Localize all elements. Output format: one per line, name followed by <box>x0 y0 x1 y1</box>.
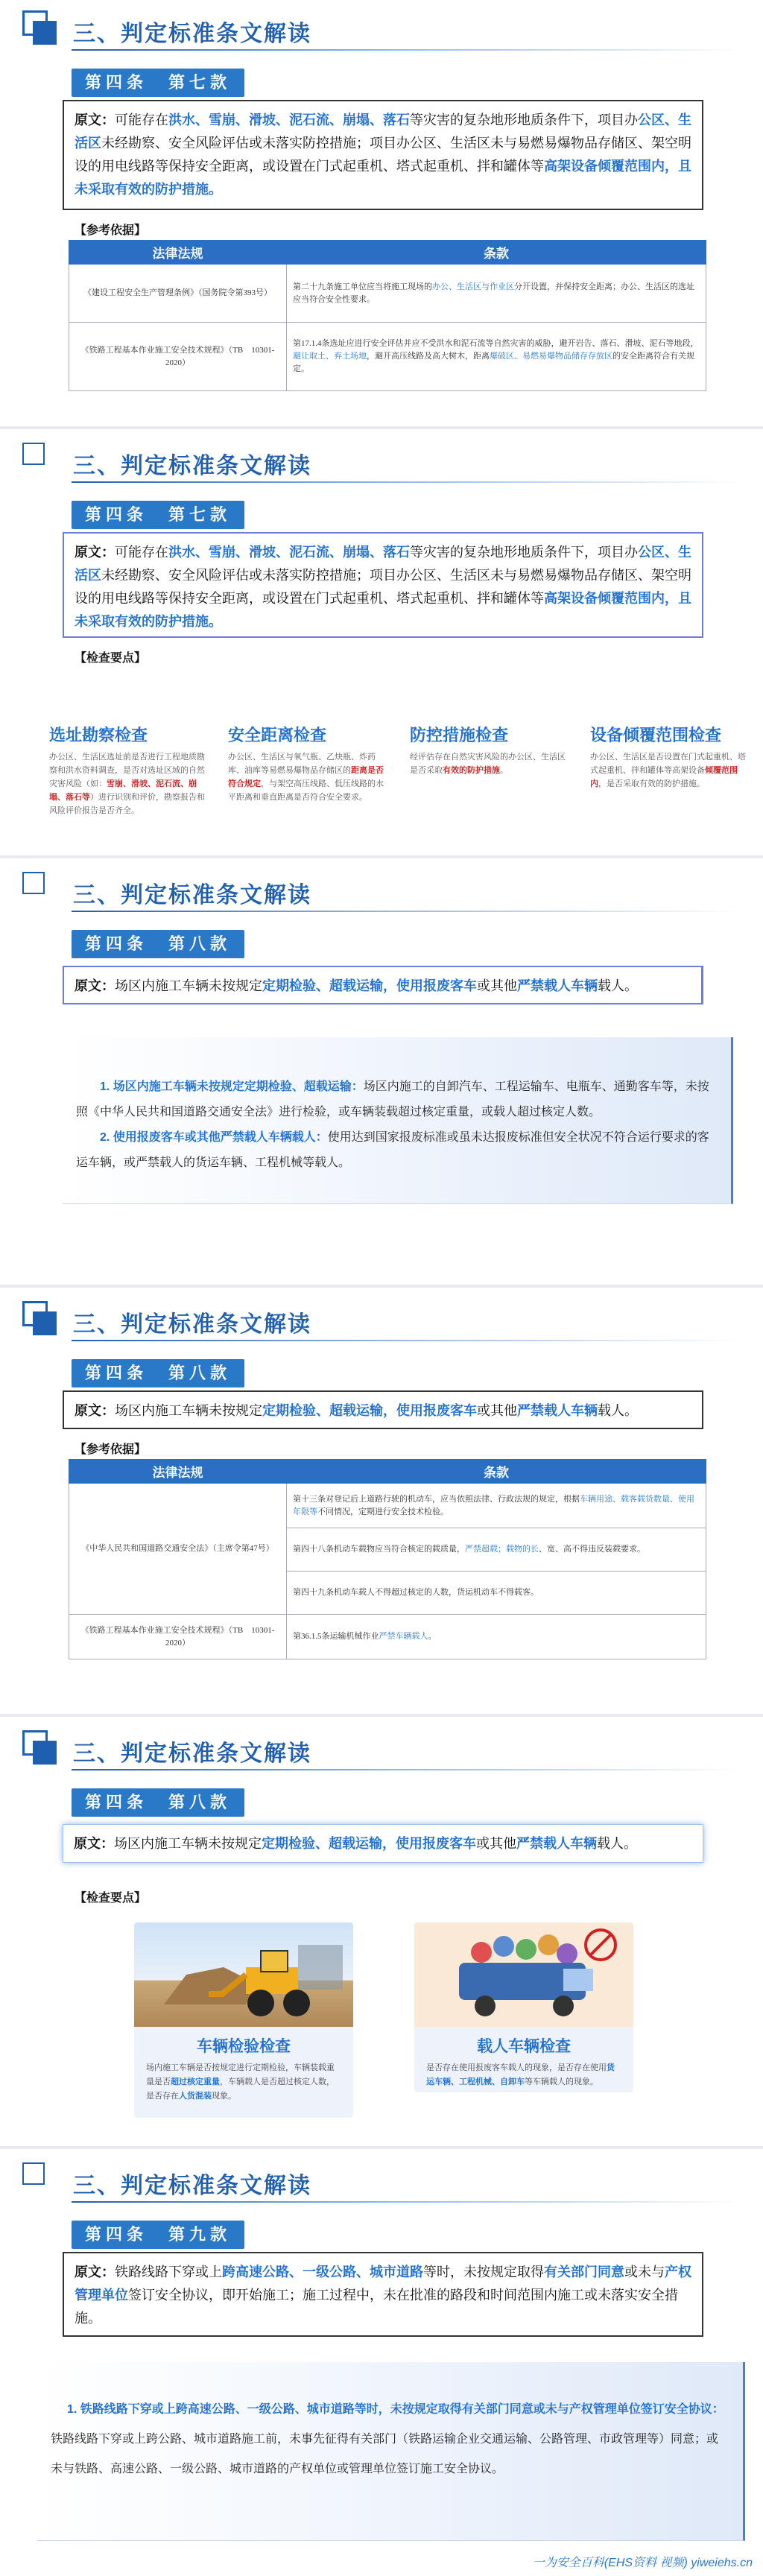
highlight: 车辆用途、载客载货数量、使用年限等 <box>293 1494 694 1516</box>
text: 或其他 <box>476 1836 516 1851</box>
clause-cell: 第四十九条机动车载人不得超过核定的人数，货运机动车不得载客。 <box>287 1572 706 1615</box>
paragraph <box>63 1075 731 1125</box>
original-label: 原文： <box>75 113 115 127</box>
reference-heading: 【参考依据】 <box>75 1443 147 1456</box>
highlight: 办公、生活区与作业区 <box>432 282 514 291</box>
title-underline <box>72 481 742 483</box>
card-title: 载人车辆检查 <box>477 2038 571 2055</box>
slide-1 <box>0 0 763 426</box>
check-column <box>228 723 384 804</box>
corner-decoration <box>22 443 57 477</box>
table-header-clause: 条款 <box>287 1460 706 1484</box>
text: 使用达到国家报废标准或虽未达报废标准但安全状况不符合运行要求的客运车辆，或严禁载人的货运车辆、工程机械等载人。 <box>76 1131 709 1169</box>
title-underline <box>72 1769 742 1770</box>
law-name: 《中华人民共和国道路交通安全法》（主席令第47号） <box>69 1484 287 1615</box>
article-tag: 第四条 第九款 <box>72 2221 244 2249</box>
paragraph <box>37 2395 743 2484</box>
text: 、宽、高不得违反装载要求。 <box>539 1545 645 1554</box>
keyword: 严禁载人车辆 <box>517 1403 598 1418</box>
slide-title: 三、判定标准条文解读 <box>73 1312 311 1337</box>
slide-6 <box>0 2152 763 2576</box>
highlight: 严禁车辆载人 <box>379 1632 428 1641</box>
corner-decoration <box>22 872 57 906</box>
column-text <box>410 750 566 777</box>
article-tag: 第四条 第七款 <box>72 501 244 529</box>
original-text-box <box>63 100 703 210</box>
keyword: 跨高速公路、一级公路、城市道路 <box>222 2265 423 2279</box>
keyword: 严禁载人车辆 <box>516 1836 597 1851</box>
slide-title: 三、判定标准条文解读 <box>73 2174 311 2198</box>
keyword: 产权管理单位 <box>75 2265 691 2303</box>
title-underline <box>72 49 742 51</box>
title-underline <box>72 1340 742 1341</box>
vehicle-inspection-card <box>134 1922 353 2118</box>
table-row <box>69 323 706 391</box>
red-text: 雪崩、滑坡、泥石流、崩塌、落石等 <box>49 779 197 802</box>
text: 铁路线路下穿或上跨公路、城市道路施工前，未事先征得有关部门（铁路运输企业交通运输、公路管理、市政管理等）同意；或未与铁路、高速公路、一级公路、城市道路的产权单位或管理单位签订施工安全协议。 <box>51 2433 719 2475</box>
clause-cell <box>287 265 706 323</box>
slide-title: 三、判定标准条文解读 <box>73 1741 311 1766</box>
text: 等车辆载人的现象。 <box>525 2077 598 2086</box>
text: 等灾害的复杂地形地质条件下，项目办 <box>410 545 638 560</box>
slide-title: 三、判定标准条文解读 <box>73 883 311 908</box>
text: 第36.1.5条运输机械作业 <box>293 1632 379 1641</box>
text: 可能存在 <box>115 113 168 127</box>
lead: 1. 场区内施工车辆未按规定定期检验、超载运输： <box>100 1080 364 1093</box>
highlight: 爆破区、易燃易爆物品储存存放区 <box>490 352 612 361</box>
corner-decoration <box>22 1730 57 1765</box>
slide-separator <box>0 426 763 429</box>
text: 场区内施工车辆未按规定 <box>115 978 262 993</box>
keyword: 超过核定重量 <box>171 2077 220 2086</box>
text: 未经勘察、安全风险评估或未落实防控措施；项目办公区、生活区未与易燃易爆物品存储区、架空明设的用电线路等保持安全距离，或设置在门式起重机、塔式起重机、拌和罐体等 <box>75 136 691 174</box>
text: 第17.1.4条选址应进行安全评估并应不受洪水和泥石流等自然灾害的威胁，避开岩告、落石、滑坡、泥石等地段， <box>293 339 699 348</box>
keyword: 严禁载人车辆 <box>517 978 598 993</box>
text: 办公区、生活区选址前是否进行工程地质勘察和洪水资料调查，是否对选址区域的自然灾害风险（如： <box>49 753 205 788</box>
text: 经评估存在自然灾害风险的办公区、生活区是否采取 <box>410 753 566 775</box>
check-points-heading: 【检查要点】 <box>75 652 147 665</box>
keyword: 定期检验、超载运输，使用报废客车 <box>262 1836 476 1851</box>
text: 载人。 <box>598 1403 638 1418</box>
corner-decoration <box>22 10 57 45</box>
slide-separator <box>0 2146 763 2149</box>
footer-watermark: 一为安全百科(EHS资料 视频) yiweiehs.cn <box>532 2557 753 2569</box>
title-underline <box>72 911 742 912</box>
clause-cell <box>287 1615 706 1659</box>
text: 。 <box>428 1632 437 1641</box>
red-text: 倾覆范围内 <box>590 766 738 788</box>
text: ，避开高压线路及高大树木，距离 <box>367 352 490 361</box>
interpretation-panel <box>63 1037 733 1204</box>
text: 第十三条对登记后上道路行驶的机动车，应当依照法律、行政法规的规定，根据 <box>293 1494 580 1504</box>
slide-5 <box>0 1720 763 2146</box>
column-text <box>228 750 384 804</box>
column-title: 选址勘察检查 <box>49 726 148 744</box>
law-name: 《铁路工程基本作业施工安全技术规程》（TB 10301-2020） <box>69 1615 287 1659</box>
clause-cell <box>287 1484 706 1528</box>
table-header-clause: 条款 <box>287 241 706 265</box>
table-row <box>69 1484 706 1528</box>
original-text-box <box>63 1824 703 1863</box>
check-column <box>590 723 747 791</box>
reference-table <box>69 240 706 391</box>
text: 场内施工车辆是否按规定进行定期检验，车辆装载重量是否 <box>146 2063 335 2086</box>
slide-3 <box>0 861 763 1285</box>
column-title: 安全距离检查 <box>228 726 327 744</box>
text: 可能存在 <box>115 545 168 560</box>
clause-cell <box>287 323 706 391</box>
text: ，是否采取有效的防护措施。 <box>598 779 705 788</box>
text: 或其他 <box>477 1403 517 1418</box>
text: 签订安全协议，即开始施工；施工过程中，未在批准的路段和时间范围内施工或未落实安全措施。 <box>75 2288 678 2326</box>
text: 现象。 <box>212 2092 236 2101</box>
slide-separator <box>0 1714 763 1717</box>
original-label: 原文： <box>75 545 115 560</box>
text: 等灾害的复杂地形地质条件下，项目办 <box>410 113 638 127</box>
slide-separator <box>0 855 763 858</box>
original-label: 原文： <box>74 1836 114 1851</box>
keyword: 定期检验、超载运输，使用报废客车 <box>262 978 477 993</box>
column-text <box>49 750 206 817</box>
paragraph <box>63 1125 731 1176</box>
keyword: 货运车辆、工程机械、自卸车 <box>426 2063 615 2086</box>
table-header-law: 法律法规 <box>69 241 287 265</box>
text: 载人。 <box>598 978 638 993</box>
red-text: 距离是否符合规定 <box>228 766 384 788</box>
original-text-box <box>63 532 703 638</box>
interpretation-panel <box>37 2362 745 2541</box>
original-text-box <box>63 1390 703 1429</box>
table-row <box>69 265 706 323</box>
article-tag: 第四条 第八款 <box>72 930 244 958</box>
keyword: 高架设备倾覆范围内，且未采取有效的防护措施。 <box>75 159 691 197</box>
original-label: 原文： <box>75 1403 115 1418</box>
overloaded-truck-icon <box>414 1922 633 2027</box>
slide-title: 三、判定标准条文解读 <box>73 454 311 478</box>
text: 场区内施工车辆未按规定 <box>114 1836 262 1851</box>
lead: 2. 使用报废客车或其他严禁载人车辆载人： <box>100 1131 328 1144</box>
check-points-heading: 【检查要点】 <box>75 1892 147 1905</box>
corner-decoration <box>22 1301 57 1335</box>
text: 第二十九条施工单位应当将施工现场的 <box>293 282 432 291</box>
keyword: 洪水、雪崩、滑坡、泥石流、崩塌、落石 <box>168 113 410 127</box>
law-name: 《建设工程安全生产管理条例》（国务院令第393号） <box>69 265 287 323</box>
article-tag: 第四条 第七款 <box>72 69 244 97</box>
column-text <box>590 750 747 791</box>
title-underline <box>72 2201 742 2203</box>
text: 第四十八条机动车载物应当符合核定的载质量， <box>293 1545 465 1554</box>
lead: 1. 铁路线路下穿或上跨高速公路、一级公路、城市道路等时，未按规定取得有关部门同意或未与产权管理单位签订安全协议： <box>67 2403 724 2416</box>
slide-4 <box>0 1291 763 1714</box>
text: 分开设置，并保持安全距离；办公、生活区的选址应当符合安全性要求。 <box>293 282 694 304</box>
table-row <box>69 1615 706 1659</box>
card-text <box>414 2061 633 2089</box>
slide-title: 三、判定标准条文解读 <box>73 22 311 46</box>
slide-separator <box>0 1285 763 1288</box>
law-name: 《铁路工程基本作业施工安全技术规程》（TB 10301-2020） <box>69 323 287 391</box>
text: ，与架空高压线路、低压线路的水平距离和垂直距离是否符合安全要求。 <box>228 779 384 802</box>
check-column <box>49 723 206 817</box>
keyword: 人货混装 <box>179 2092 212 2101</box>
keyword: 公区、生活区 <box>75 113 691 151</box>
passenger-vehicle-card <box>414 1922 633 2092</box>
card-title: 车辆检验检查 <box>197 2038 291 2055</box>
text: 或未与 <box>624 2265 665 2279</box>
column-title: 防控措施检查 <box>410 726 509 744</box>
article-tag: 第四条 第八款 <box>72 1788 244 1817</box>
text: 办公区、生活区与氧气瓶、乙炔瓶、炸药库、油库等易燃易爆物品存储区的 <box>228 753 376 775</box>
check-column <box>410 723 566 777</box>
text: ）进行识别和评价，勘察报告和风险评价报告是否齐全。 <box>49 793 205 815</box>
card-text <box>134 2061 353 2104</box>
keyword: 高架设备倾覆范围内，且未采取有效的防护措施。 <box>75 591 691 629</box>
table-header-law: 法律法规 <box>69 1460 287 1484</box>
original-text-box <box>63 2252 703 2337</box>
text: ，车辆载人是否超过核定人数，是否存在 <box>146 2077 335 2101</box>
text: 是否存在使用报废客车载人的现象，是否存在使用 <box>426 2063 607 2072</box>
clause-cell <box>287 1528 706 1572</box>
text: 铁路线路下穿或上 <box>115 2265 222 2279</box>
reference-table <box>69 1459 706 1659</box>
original-label: 原文： <box>75 978 115 993</box>
text: 或其他 <box>477 978 517 993</box>
reference-heading: 【参考依据】 <box>75 224 147 237</box>
text: 未经勘察、安全风险评估或未落实防控措施；项目办公区、生活区未与易燃易爆物品存储区、架空明设的用电线路等保持安全距离，或设置在门式起重机、塔式起重机、拌和罐体等 <box>75 568 691 606</box>
slide-2 <box>0 432 763 855</box>
loader-icon <box>134 1922 353 2027</box>
text: 等时，未按规定取得 <box>423 2265 544 2279</box>
original-text-box <box>63 966 703 1004</box>
loader-image <box>134 1922 353 2027</box>
text: 场区内施工的自卸汽车、工程运输车、电瓶车、通勤客车等，未按照《中华人民共和国道路交通安全法》进行检验，或车辆装载超过核定重量，或载人超过核定人数。 <box>76 1080 709 1118</box>
keyword: 定期检验、超载运输，使用报废客车 <box>262 1403 477 1418</box>
article-tag: 第四条 第八款 <box>72 1359 244 1387</box>
original-label: 原文： <box>75 2265 115 2279</box>
keyword: 洪水、雪崩、滑坡、泥石流、崩塌、落石 <box>168 545 410 560</box>
highlight: 严禁超载；载物的长 <box>465 1545 539 1554</box>
highlight: 避让取土、弃土场地 <box>293 352 367 361</box>
keyword: 公区、生活区 <box>75 545 691 583</box>
keyword: 有关部门同意 <box>544 2265 624 2279</box>
red-text: 有效的防护措施 <box>443 766 500 775</box>
overloaded-vehicle-image <box>414 1922 633 2027</box>
text: 载人。 <box>597 1836 637 1851</box>
corner-decoration <box>22 2162 57 2197</box>
text: 的安全距离符合有关规定。 <box>293 352 694 373</box>
column-title: 设备倾覆范围检查 <box>590 726 722 744</box>
text: 。 <box>500 766 508 775</box>
text: 场区内施工车辆未按规定 <box>115 1403 262 1418</box>
text: 不同情况，定期进行安全技术检验。 <box>317 1507 449 1516</box>
text: 办公区、生活区是否设置在门式起重机、塔式起重机、拌和罐体等高架设备 <box>590 753 746 775</box>
